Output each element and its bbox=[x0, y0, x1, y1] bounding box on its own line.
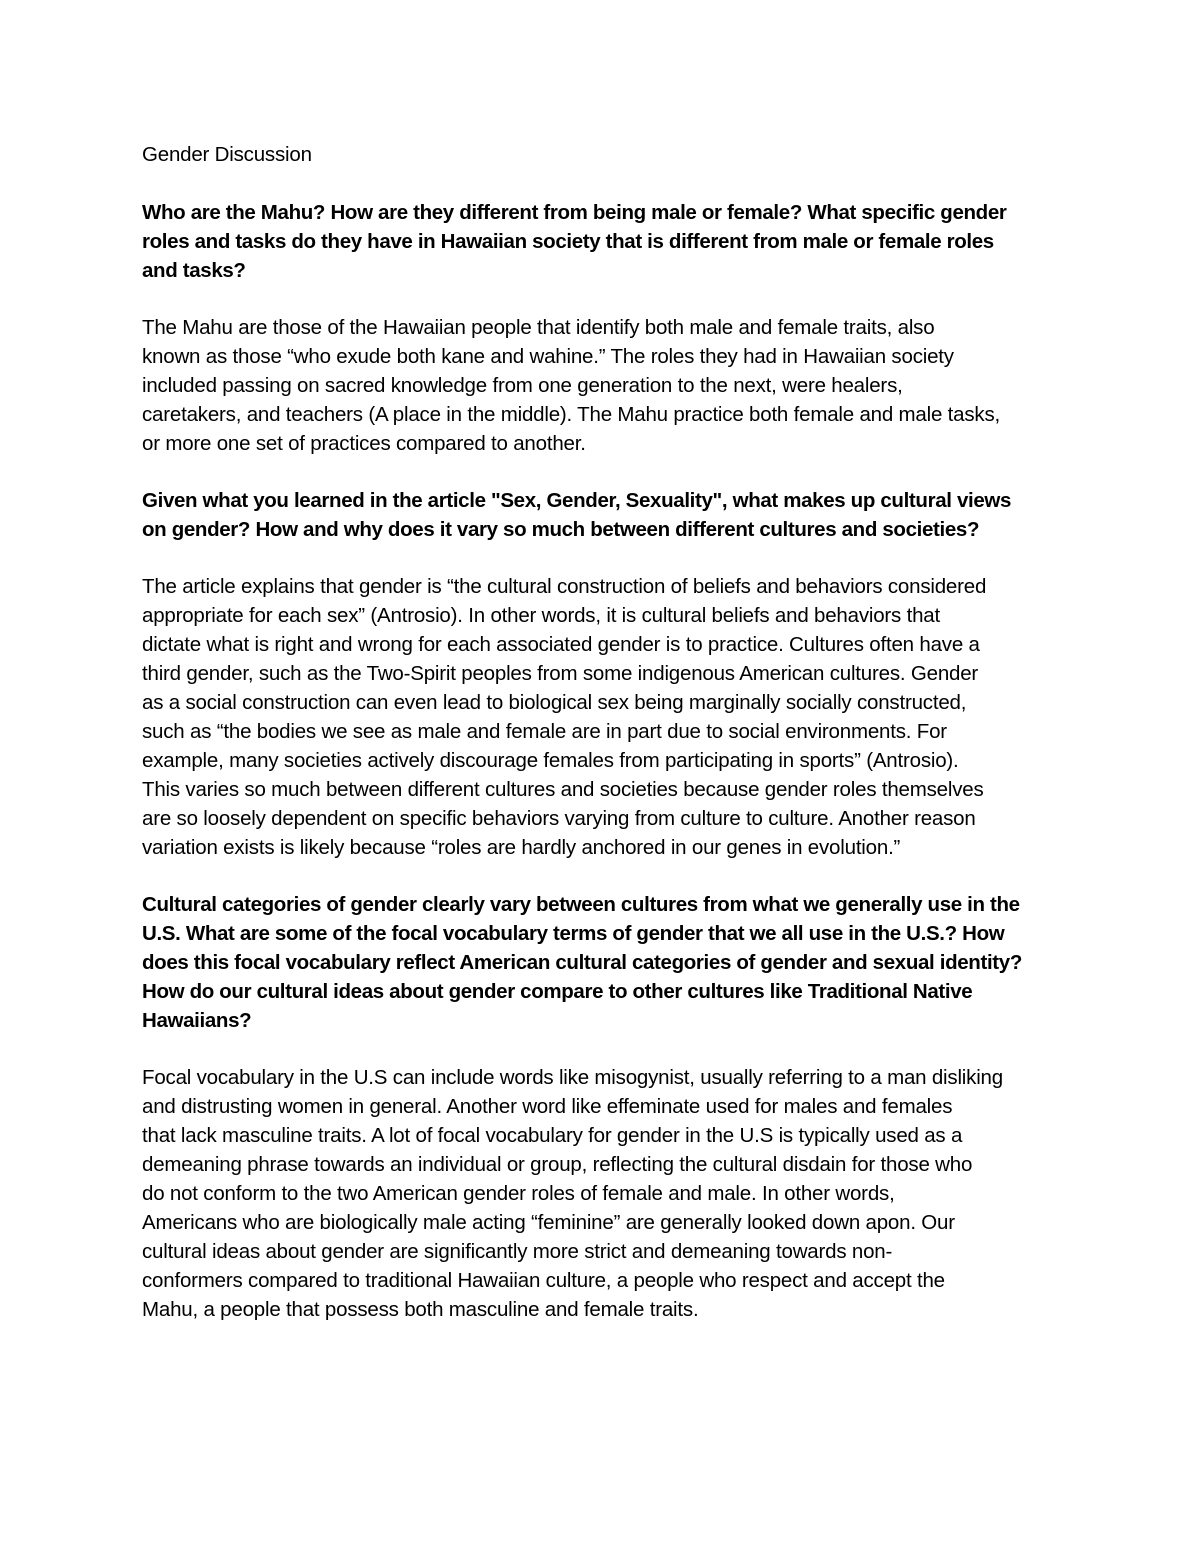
question-line: How do our cultural ideas about gender compare to other cultures like Traditional Native bbox=[142, 980, 973, 1003]
answer-1 bbox=[142, 313, 1062, 458]
answer-line: or more one set of practices compared to another. bbox=[142, 432, 586, 455]
answer-line: included passing on sacred knowledge from one generation to the next, were healers, bbox=[142, 374, 903, 397]
answer-line: variation exists is likely because “roles are hardly anchored in our genes in evolution.” bbox=[142, 836, 901, 859]
answer-line: third gender, such as the Two-Spirit peoples from some indigenous American cultures. Gender bbox=[142, 662, 979, 685]
answer-line: Focal vocabulary in the U.S can include words like misogynist, usually referring to a man disliking bbox=[142, 1066, 1003, 1089]
answer-line: demeaning phrase towards an individual or group, reflecting the cultural disdain for those who bbox=[142, 1153, 973, 1176]
answer-line: caretakers, and teachers (A place in the middle). The Mahu practice both female and male tasks, bbox=[142, 403, 1001, 426]
question-line: roles and tasks do they have in Hawaiian society that is different from male or female roles bbox=[142, 230, 994, 253]
answer-2 bbox=[142, 572, 1062, 862]
question-1 bbox=[142, 198, 1062, 285]
question-line: Cultural categories of gender clearly vary between cultures from what we generally use in the bbox=[142, 893, 1020, 916]
answer-line: that lack masculine traits. A lot of focal vocabulary for gender in the U.S is typically used as a bbox=[142, 1124, 963, 1147]
question-line: Who are the Mahu? How are they different from being male or female? What specific gender bbox=[142, 201, 1007, 224]
answer-line: such as “the bodies we see as male and female are in part due to social environments. For bbox=[142, 720, 947, 743]
question-3 bbox=[142, 890, 1062, 1035]
answer-line: Americans who are biologically male acting “feminine” are generally looked down apon. Our bbox=[142, 1211, 955, 1234]
answer-line: are so loosely dependent on specific behaviors varying from culture to culture. Another reason bbox=[142, 807, 976, 830]
document-page bbox=[142, 140, 1062, 1324]
question-line: Given what you learned in the article "Sex, Gender, Sexuality", what makes up cultural views bbox=[142, 489, 1012, 512]
answer-line: appropriate for each sex” (Antrosio). In other words, it is cultural beliefs and behaviors that bbox=[142, 604, 940, 627]
answer-line: as a social construction can even lead to biological sex being marginally socially constructed, bbox=[142, 691, 967, 714]
answer-line: conformers compared to traditional Hawaiian culture, a people who respect and accept the bbox=[142, 1269, 945, 1292]
answer-line: This varies so much between different cultures and societies because gender roles themselves bbox=[142, 778, 984, 801]
document-title: Gender Discussion bbox=[142, 143, 312, 166]
question-line: U.S. What are some of the focal vocabulary terms of gender that we all use in the U.S.? How bbox=[142, 922, 1005, 945]
question-line: and tasks? bbox=[142, 259, 246, 282]
answer-line: dictate what is right and wrong for each associated gender is to practice. Cultures often have a bbox=[142, 633, 980, 656]
answer-3 bbox=[142, 1063, 1062, 1324]
question-line: Hawaiians? bbox=[142, 1009, 252, 1032]
answer-line: and distrusting women in general. Another word like effeminate used for males and females bbox=[142, 1095, 953, 1118]
question-2 bbox=[142, 486, 1062, 544]
question-line: does this focal vocabulary reflect American cultural categories of gender and sexual identity? bbox=[142, 951, 1023, 974]
answer-line: do not conform to the two American gender roles of female and male. In other words, bbox=[142, 1182, 895, 1205]
question-line: on gender? How and why does it vary so much between different cultures and societies? bbox=[142, 518, 980, 541]
answer-line: The article explains that gender is “the cultural construction of beliefs and behaviors considered bbox=[142, 575, 987, 598]
answer-line: cultural ideas about gender are significantly more strict and demeaning towards non- bbox=[142, 1240, 893, 1263]
answer-line: The Mahu are those of the Hawaiian people that identify both male and female traits, also bbox=[142, 316, 935, 339]
answer-line: example, many societies actively discourage females from participating in sports” (Antrosio). bbox=[142, 749, 959, 772]
answer-line: Mahu, a people that possess both masculine and female traits. bbox=[142, 1298, 699, 1321]
answer-line: known as those “who exude both kane and wahine.” The roles they had in Hawaiian society bbox=[142, 345, 954, 368]
